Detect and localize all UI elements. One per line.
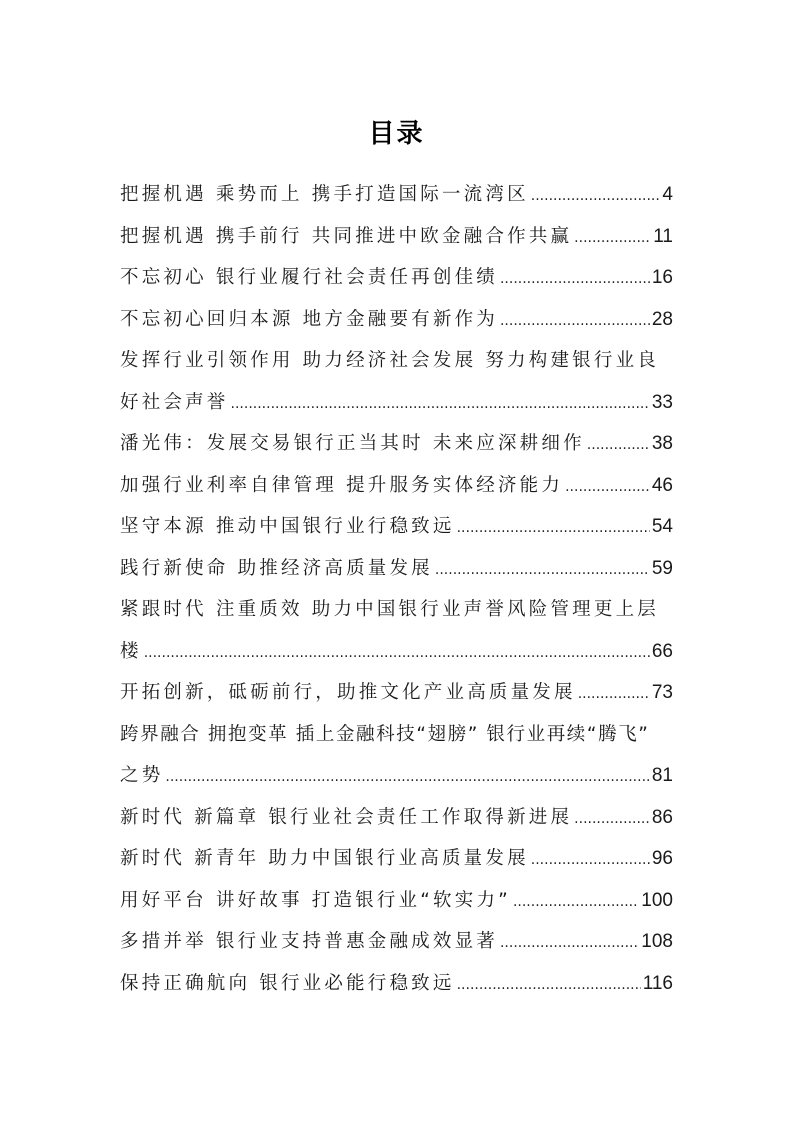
toc-page-number: 66 xyxy=(651,640,673,662)
toc-entry[interactable] xyxy=(120,299,673,341)
page-title: 目录 xyxy=(368,119,425,149)
toc-entry-title: 开拓创新，砥砺前行，助推文化产业高质量发展 xyxy=(120,682,576,703)
toc-entry[interactable] xyxy=(120,963,673,1005)
toc-page-number: 16 xyxy=(651,267,673,288)
toc-page-number: 73 xyxy=(651,682,673,703)
toc-leader-dots xyxy=(578,674,650,716)
toc-leader-dots xyxy=(500,923,639,965)
toc-entry-title: 紧跟时代 注重质效 助力中国银行业声誉风险管理更上层 xyxy=(120,599,659,620)
toc-entry[interactable] xyxy=(120,838,673,880)
toc-leader-dots xyxy=(500,301,650,343)
toc-page-number: 116 xyxy=(642,972,673,994)
toc-leader-dots xyxy=(144,633,650,675)
toc-entry-title-line xyxy=(120,714,673,756)
toc-entry-title: 潘光伟：发展交易银行正当其时 未来应深耕细作 xyxy=(120,433,585,454)
toc-page-number: 11 xyxy=(653,225,673,247)
toc-entry-title-cont: 楼 xyxy=(120,640,142,662)
toc-page-number: 54 xyxy=(651,516,673,537)
toc-entry[interactable] xyxy=(120,548,673,590)
toc-entry[interactable] xyxy=(120,216,673,258)
toc-page-number: 108 xyxy=(641,931,673,952)
toc-entry-title: 坚守本源 推动中国银行业行稳致远 xyxy=(120,516,455,537)
toc-entry[interactable] xyxy=(120,797,673,839)
toc-page-number: 38 xyxy=(651,433,673,454)
toc-leader-dots xyxy=(574,799,650,841)
toc-entry-title: 多措并举 银行业支持普惠金融成效显著 xyxy=(120,931,498,952)
toc-leader-dots xyxy=(531,840,650,882)
toc-entry[interactable] xyxy=(120,465,673,507)
toc-entry-title: 加强行业利率自律管理 提升服务实体经济能力 xyxy=(120,474,564,496)
toc-entry[interactable] xyxy=(120,672,673,714)
toc-entry-title-line xyxy=(120,631,673,673)
toc-entry-title: 不忘初心回归本源 地方金融要有新作为 xyxy=(120,308,498,330)
toc-entry-title: 不忘初心 银行业履行社会责任再创佳绩 xyxy=(120,267,498,288)
toc-entry-title: 践行新使命 助推经济高质量发展 xyxy=(120,557,433,579)
toc-entry[interactable] xyxy=(120,174,673,216)
toc-entry-title: 新时代 新青年 助力中国银行业高质量发展 xyxy=(120,848,529,869)
toc-leader-dots xyxy=(231,384,650,426)
toc-page-number: 81 xyxy=(651,765,673,786)
toc-entry[interactable] xyxy=(120,257,673,299)
toc-leader-dots xyxy=(574,218,651,260)
toc-entry[interactable] xyxy=(120,423,673,465)
toc-entry[interactable] xyxy=(120,340,673,423)
toc-entry-title: 保持正确航向 银行业必能行稳致远 xyxy=(120,972,455,994)
toc-entry-title: 新时代 新篇章 银行业社会责任工作取得新进展 xyxy=(120,806,573,828)
toc-page-number: 33 xyxy=(651,391,673,413)
toc-page-number: 100 xyxy=(641,889,673,911)
toc-page-number: 28 xyxy=(651,308,673,330)
toc-entry-title: 用好平台 讲好故事 打造银行业“软实力” xyxy=(120,889,511,911)
toc-leader-dots xyxy=(435,550,650,592)
table-of-contents xyxy=(120,174,673,1004)
toc-leader-dots xyxy=(500,259,650,301)
toc-entry-title: 发挥行业引领作用 助力经济社会发展 努力构建银行业良 xyxy=(120,350,659,371)
toc-entry[interactable] xyxy=(120,921,673,963)
toc-entry[interactable] xyxy=(120,506,673,548)
toc-page-number: 96 xyxy=(651,848,673,869)
toc-leader-dots xyxy=(165,757,649,799)
toc-entry[interactable] xyxy=(120,880,673,922)
toc-entry[interactable] xyxy=(120,714,673,797)
toc-leader-dots xyxy=(565,467,650,509)
toc-entry-title: 把握机遇 携手前行 共同推进中欧金融合作共赢 xyxy=(120,225,573,247)
toc-leader-dots xyxy=(513,882,639,924)
toc-entry-title-cont: 好社会声誉 xyxy=(120,391,229,413)
toc-entry-title-line xyxy=(120,755,673,797)
toc-leader-dots xyxy=(531,176,661,218)
toc-page-number: 4 xyxy=(662,184,673,205)
toc-entry-title-line xyxy=(120,340,673,382)
toc-entry-title: 把握机遇 乘势而上 携手打造国际一流湾区 xyxy=(120,184,529,205)
toc-entry[interactable] xyxy=(120,589,673,672)
toc-leader-dots xyxy=(457,965,641,1007)
toc-page-number: 59 xyxy=(651,557,673,579)
toc-entry-title: 跨界融合 拥抱变革 插上金融科技“翅膀” 银行业再续“腾飞” xyxy=(120,723,650,745)
toc-page-number: 46 xyxy=(651,474,673,496)
toc-leader-dots xyxy=(587,425,650,467)
toc-entry-title-cont: 之势 xyxy=(120,765,164,786)
toc-page-number: 86 xyxy=(651,806,673,828)
toc-entry-title-line xyxy=(120,589,673,631)
toc-entry-title-line xyxy=(120,382,673,424)
toc-leader-dots xyxy=(457,508,650,550)
